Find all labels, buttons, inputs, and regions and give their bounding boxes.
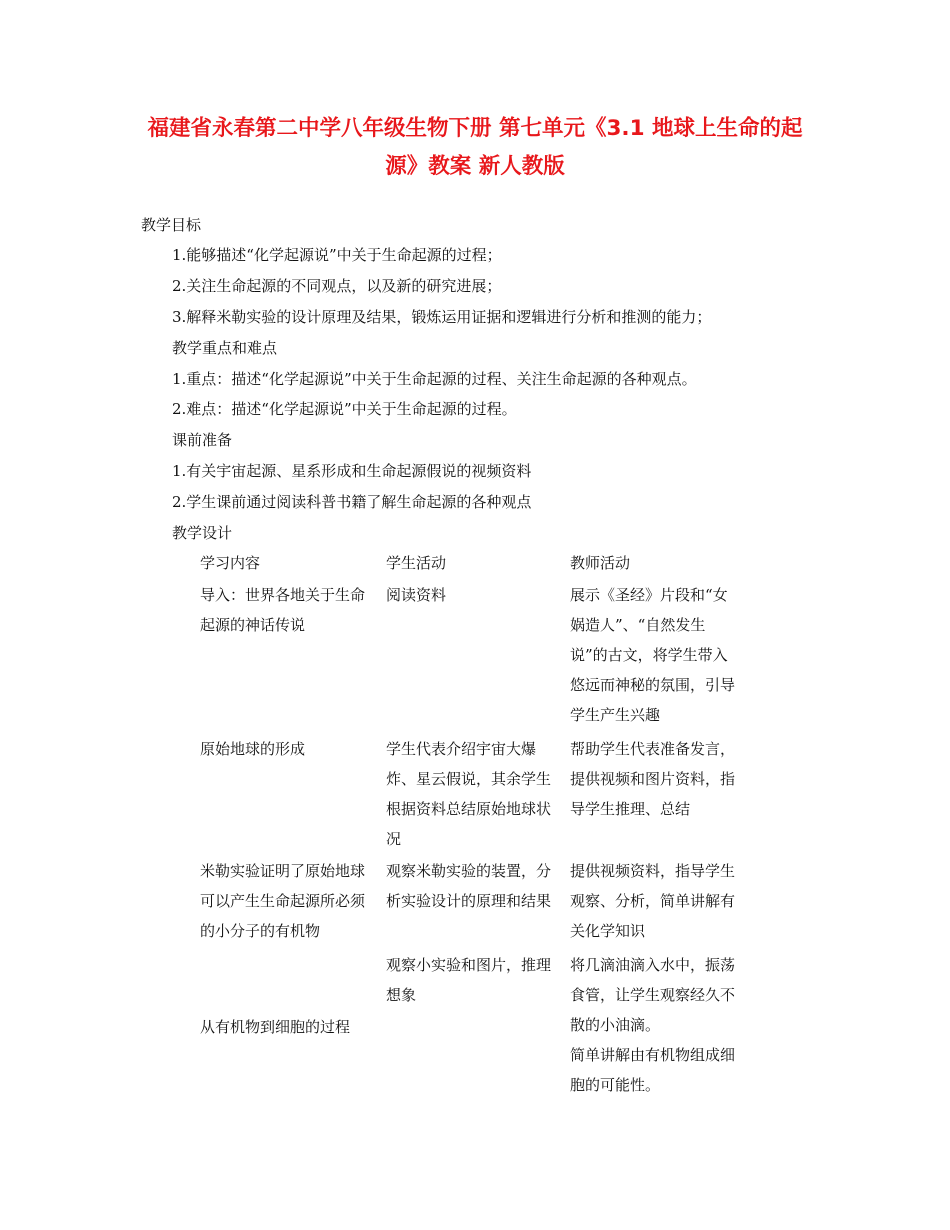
cell-line: 说”的古文，将学生带入 <box>570 646 728 664</box>
table-cell-student <box>386 856 551 916</box>
cell-line: 散的小油滴。 <box>570 1016 661 1034</box>
cell-line: 的小分子的有机物 <box>200 922 321 940</box>
cell-line: 炸、星云假说，其余学生 <box>386 770 552 788</box>
table-cell-content <box>200 580 365 640</box>
cell-line: 起源的神话传说 <box>200 616 306 634</box>
cell-line: 学生代表介绍宇宙大爆 <box>386 740 537 758</box>
cell-line: 展示《圣经》片段和“女 <box>570 586 728 604</box>
cell-line: 简单讲解由有机物组成细 <box>570 1046 736 1064</box>
table-cell-teacher <box>570 580 735 730</box>
cell-line: 娲造人”、“自然发生 <box>570 616 706 634</box>
cell-line: 将几滴油滴入水中，振荡 <box>570 956 736 974</box>
cell-line: 况 <box>386 830 402 848</box>
cell-line: 米勒实验证明了原始地球 <box>200 862 366 880</box>
table-header-student: 学生活动 <box>386 554 447 572</box>
cell-line: 学生产生兴趣 <box>570 706 661 724</box>
cell-line: 阅读资料 <box>386 586 447 604</box>
design-heading: 教学设计 <box>172 524 233 542</box>
table-cell-student <box>386 734 551 854</box>
objectives-heading: 教学目标 <box>141 216 202 234</box>
cell-line: 原始地球的形成 <box>200 740 306 758</box>
cell-line: 食管，让学生观察经久不 <box>570 986 736 1004</box>
cell-line: 观察米勒实验的装置，分 <box>386 862 552 880</box>
table-cell-teacher <box>570 950 735 1100</box>
key-points-heading: 教学重点和难点 <box>172 339 278 357</box>
objective-item: 3.解释米勒实验的设计原理及结果，锻炼运用证据和逻辑进行分析和推测的能力； <box>172 308 712 326</box>
table-cell-content <box>200 1012 350 1042</box>
table-cell-content <box>200 856 365 946</box>
table-cell-content <box>200 734 305 764</box>
title-line-2: 源》教案 新人教版 <box>385 154 565 179</box>
preparation-heading: 课前准备 <box>172 431 233 449</box>
title-line-1: 福建省永春第二中学八年级生物下册 第七单元《3.1 地球上生命的起 <box>147 116 803 141</box>
objective-item: 2.关注生命起源的不同观点，以及新的研究进展； <box>172 277 502 295</box>
cell-line: 想象 <box>386 986 417 1004</box>
cell-line: 关化学知识 <box>570 922 646 940</box>
table-cell-student <box>386 580 446 610</box>
table-cell-student <box>386 950 551 1010</box>
cell-line: 析实验设计的原理和结果 <box>386 892 552 910</box>
objective-item: 1.能够描述“化学起源说”中关于生命起源的过程； <box>172 246 502 264</box>
cell-line: 胞的可能性。 <box>570 1076 661 1094</box>
table-cell-teacher <box>570 734 735 824</box>
table-header-content: 学习内容 <box>200 554 261 572</box>
cell-line: 观察、分析，简单讲解有 <box>570 892 736 910</box>
cell-line: 从有机物到细胞的过程 <box>200 1018 351 1036</box>
cell-line: 提供视频资料，指导学生 <box>570 862 736 880</box>
table-cell-teacher <box>570 856 735 946</box>
cell-line: 导入：世界各地关于生命 <box>200 586 366 604</box>
preparation-item: 2.学生课前通过阅读科普书籍了解生命起源的各种观点 <box>172 493 532 511</box>
table-header-teacher: 教师活动 <box>570 554 631 572</box>
cell-line: 观察小实验和图片，推理 <box>386 956 552 974</box>
cell-line: 悠远而神秘的氛围，引导 <box>570 676 736 694</box>
cell-line: 可以产生生命起源所必须 <box>200 892 366 910</box>
cell-line: 提供视频和图片资料，指 <box>570 770 736 788</box>
key-point-item: 2.难点：描述“化学起源说”中关于生命起源的过程。 <box>172 400 517 418</box>
cell-line: 帮助学生代表准备发言， <box>570 740 736 758</box>
cell-line: 根据资料总结原始地球状 <box>386 800 552 818</box>
preparation-item: 1.有关宇宙起源、星系形成和生命起源假说的视频资料 <box>172 462 532 480</box>
cell-line: 导学生推理、总结 <box>570 800 691 818</box>
document-title <box>60 110 890 186</box>
key-point-item: 1.重点：描述“化学起源说”中关于生命起源的过程、关注生命起源的各种观点。 <box>172 370 697 388</box>
